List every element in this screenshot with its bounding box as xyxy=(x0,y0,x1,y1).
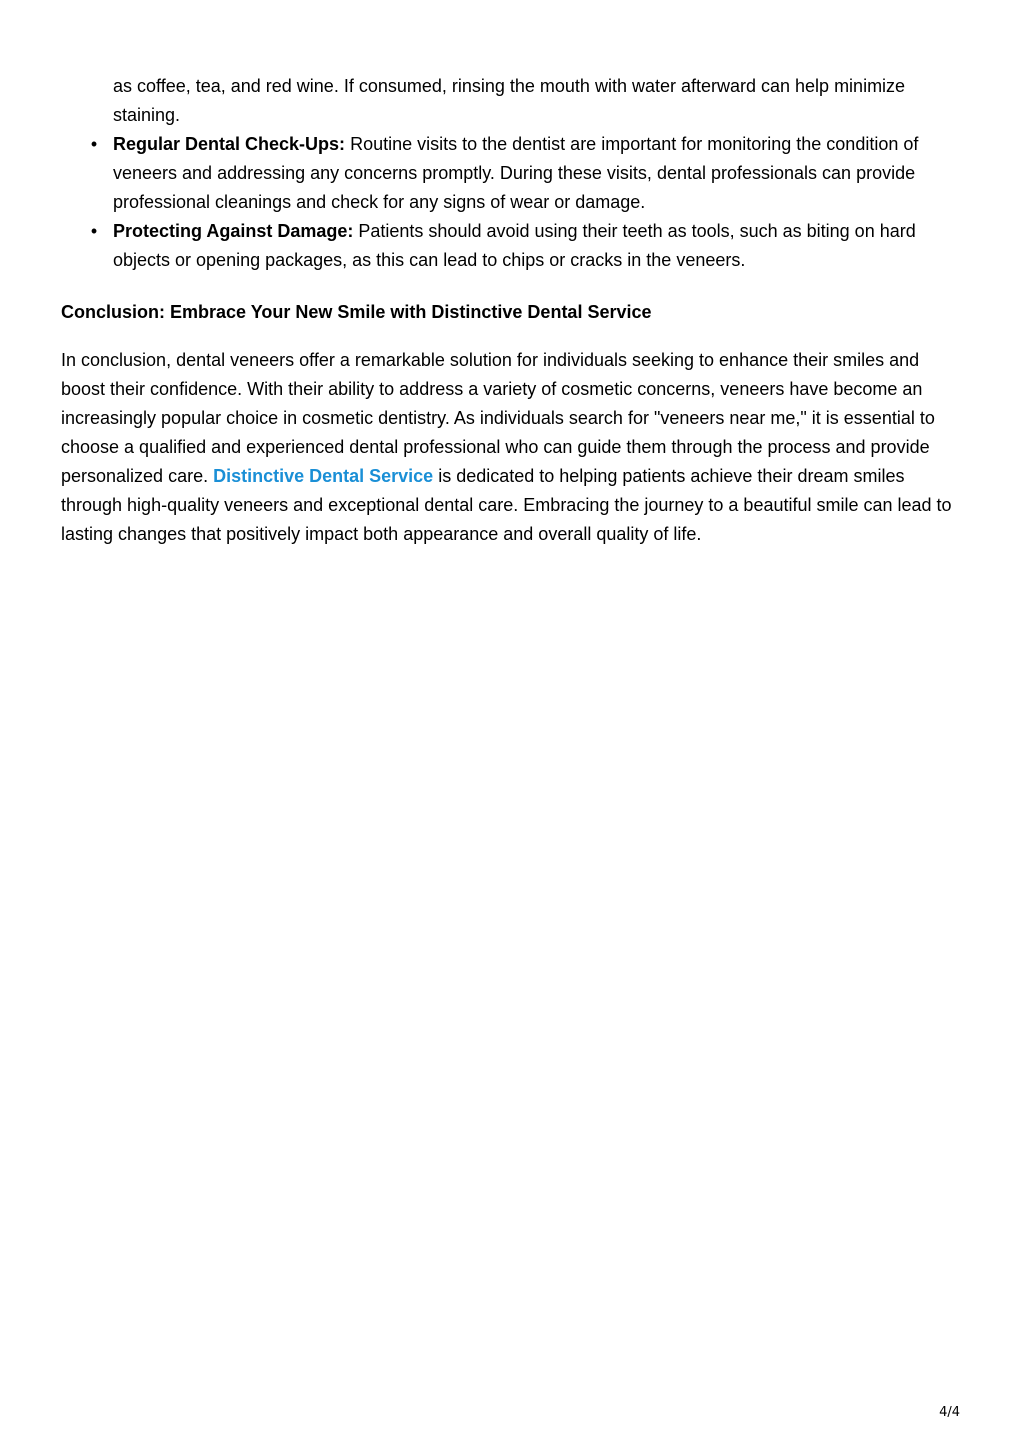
list-item-regular-checkups xyxy=(90,130,963,217)
list-item-text: Patients should avoid using their teeth as tools, such as biting on hard objects or opening packages, as this can lead to chips or cracks in the veneers. xyxy=(113,221,916,270)
list-item-text: Routine visits to the dentist are important for monitoring the condition of veneers and addressing any concerns promptly. During these visits, dental professionals can provide professional cleanings and check for any signs of wear or damage. xyxy=(113,134,919,212)
list-item-title: Regular Dental Check-Ups: xyxy=(113,134,346,154)
care-tips-list xyxy=(61,130,963,275)
document-page xyxy=(61,72,963,549)
bullet-icon: • xyxy=(90,134,98,154)
continuation-paragraph: as coffee, tea, and red wine. If consumed, rinsing the mouth with water afterward can help minimize staining. xyxy=(113,76,906,125)
list-item-title: Protecting Against Damage: xyxy=(113,221,354,241)
conclusion-heading: Conclusion: Embrace Your New Smile with Distinctive Dental Service xyxy=(61,302,652,322)
conclusion-text-start: In conclusion, dental veneers offer a remarkable solution for individuals seeking to enhance their smiles and boost their confidence. With their ability to address a variety of cosmetic concerns, veneers have become an increasingly popular choice in cosmetic dentistry. As individuals search for "veneers near me," it is essential to choose a qualified and experienced dental professional who can guide them through the process and provide personalized care. xyxy=(61,350,935,486)
list-item-protecting-damage xyxy=(90,217,963,275)
distinctive-dental-service-link[interactable]: Distinctive Dental Service xyxy=(213,466,434,486)
page-number: 4/4 xyxy=(939,1405,960,1420)
conclusion-text-end: is dedicated to helping patients achieve their dream smiles through high-quality veneers and exceptional dental care. Embracing the journey to a beautiful smile can lead to lasting changes that positively impact both appearance and overall quality of life. xyxy=(61,466,952,544)
bullet-icon: • xyxy=(90,221,98,241)
conclusion-paragraph xyxy=(61,346,963,549)
